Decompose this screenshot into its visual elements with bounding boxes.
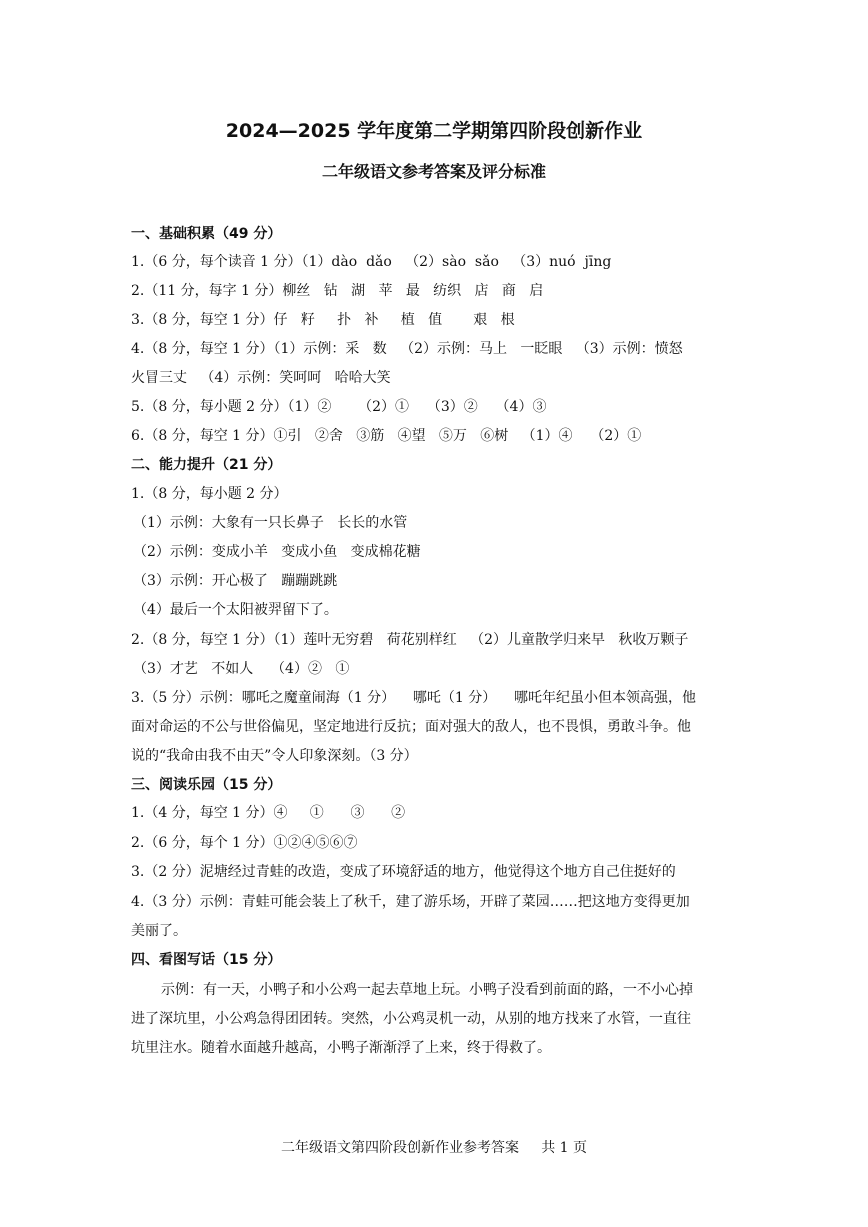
answer-line: （1）示例：大象有一只长鼻子 长长的水管 [133,515,408,531]
answer-line: 3.（8 分，每空 1 分）仔 籽 扑 补 植 值 艰 根 [131,312,515,328]
answer-line: 4.（8 分，每空 1 分）（1）示例：采 数 （2）示例：马上 一眨眼 （3）示例：愤怒 [131,341,683,357]
answer-line: 3.（2 分）泥塘经过青蛙的改造，变成了环境舒适的地方，他觉得这个地方自己住挺好的 [131,864,676,880]
answer-line: 面对命运的不公与世俗偏见，坚定地进行反抗；面对强大的敌人，也不畏惧，勇敢斗争。他 [131,719,691,735]
answer-line: 4.（3 分）示例：青蛙可能会装上了秋千，建了游乐场，开辟了菜园……把这地方变得更加 [131,894,690,910]
document-subtitle: 二年级语文参考答案及评分标准 [321,162,546,181]
answer-line: 1.（8 分，每小题 2 分） [131,486,288,502]
answer-line: 进了深坑里，小公鸡急得团团转。突然，小公鸡灵机一动，从别的地方找来了水管，一直往 [131,1011,691,1027]
answer-line: 3.（5 分）示例：哪吒之魔童闹海（1 分） 哪吒（1 分） 哪吒年纪虽小但本领高强，他 [131,690,697,706]
document-title: 2024—2025 学年度第二学期第四阶段创新作业 [225,120,643,142]
answer-line: 示例：有一天，小鸭子和小公鸡一起去草地上玩。小鸭子没看到前面的路，一不小心掉 [161,982,693,998]
answer-line: 坑里注水。随着水面越升越高，小鸭子渐渐浮了上来，终于得救了。 [131,1040,551,1056]
section-heading: 一、基础积累（49 分） [131,226,282,242]
answer-line: （3）才艺 不如人 （4）② ① [133,661,350,677]
section-heading: 三、阅读乐园（15 分） [131,777,282,793]
section-heading: 四、看图写话（15 分） [131,952,282,968]
section-heading: 二、能力提升（21 分） [131,457,282,473]
answer-line: 6.（8 分，每空 1 分）①引 ②舍 ③筋 ④望 ⑤万 ⑥树 （1）④ （2）① [131,428,642,444]
answer-line: 2.（11 分，每字 1 分）柳丝 钻 湖 苹 最 纺织 店 商 启 [131,283,544,299]
answer-line: （2）示例：变成小羊 变成小鱼 变成棉花糖 [133,544,421,560]
answer-line: （3）示例：开心极了 蹦蹦跳跳 [133,573,338,589]
answer-line: 1.（6 分，每个读音 1 分）（1）dào dǎo （2）sào sǎo （3）nuó jīng [131,254,612,270]
answer-line: 说的“我命由我不由天”令人印象深刻。（3 分） [131,748,418,764]
page-footer: 二年级语文第四阶段创新作业参考答案 共 1 页 [280,1140,588,1156]
answer-line: 火冒三丈 （4）示例：笑呵呵 哈哈大笑 [131,370,391,386]
answer-line: 美丽了。 [131,923,187,939]
answer-line: 1.（4 分，每空 1 分）④ ① ③ ② [131,805,406,821]
answer-line: 5.（8 分，每小题 2 分）（1）② （2）① （3）② （4）③ [131,399,547,415]
answer-line: 2.（6 分，每个 1 分）①②④⑤⑥⑦ [131,835,358,851]
answer-line: （4）最后一个太阳被羿留下了。 [133,602,338,618]
answer-line: 2.（8 分，每空 1 分）（1）莲叶无穷碧 荷花别样红 （2）儿童散学归来早 秋收万颗子 [131,632,689,648]
